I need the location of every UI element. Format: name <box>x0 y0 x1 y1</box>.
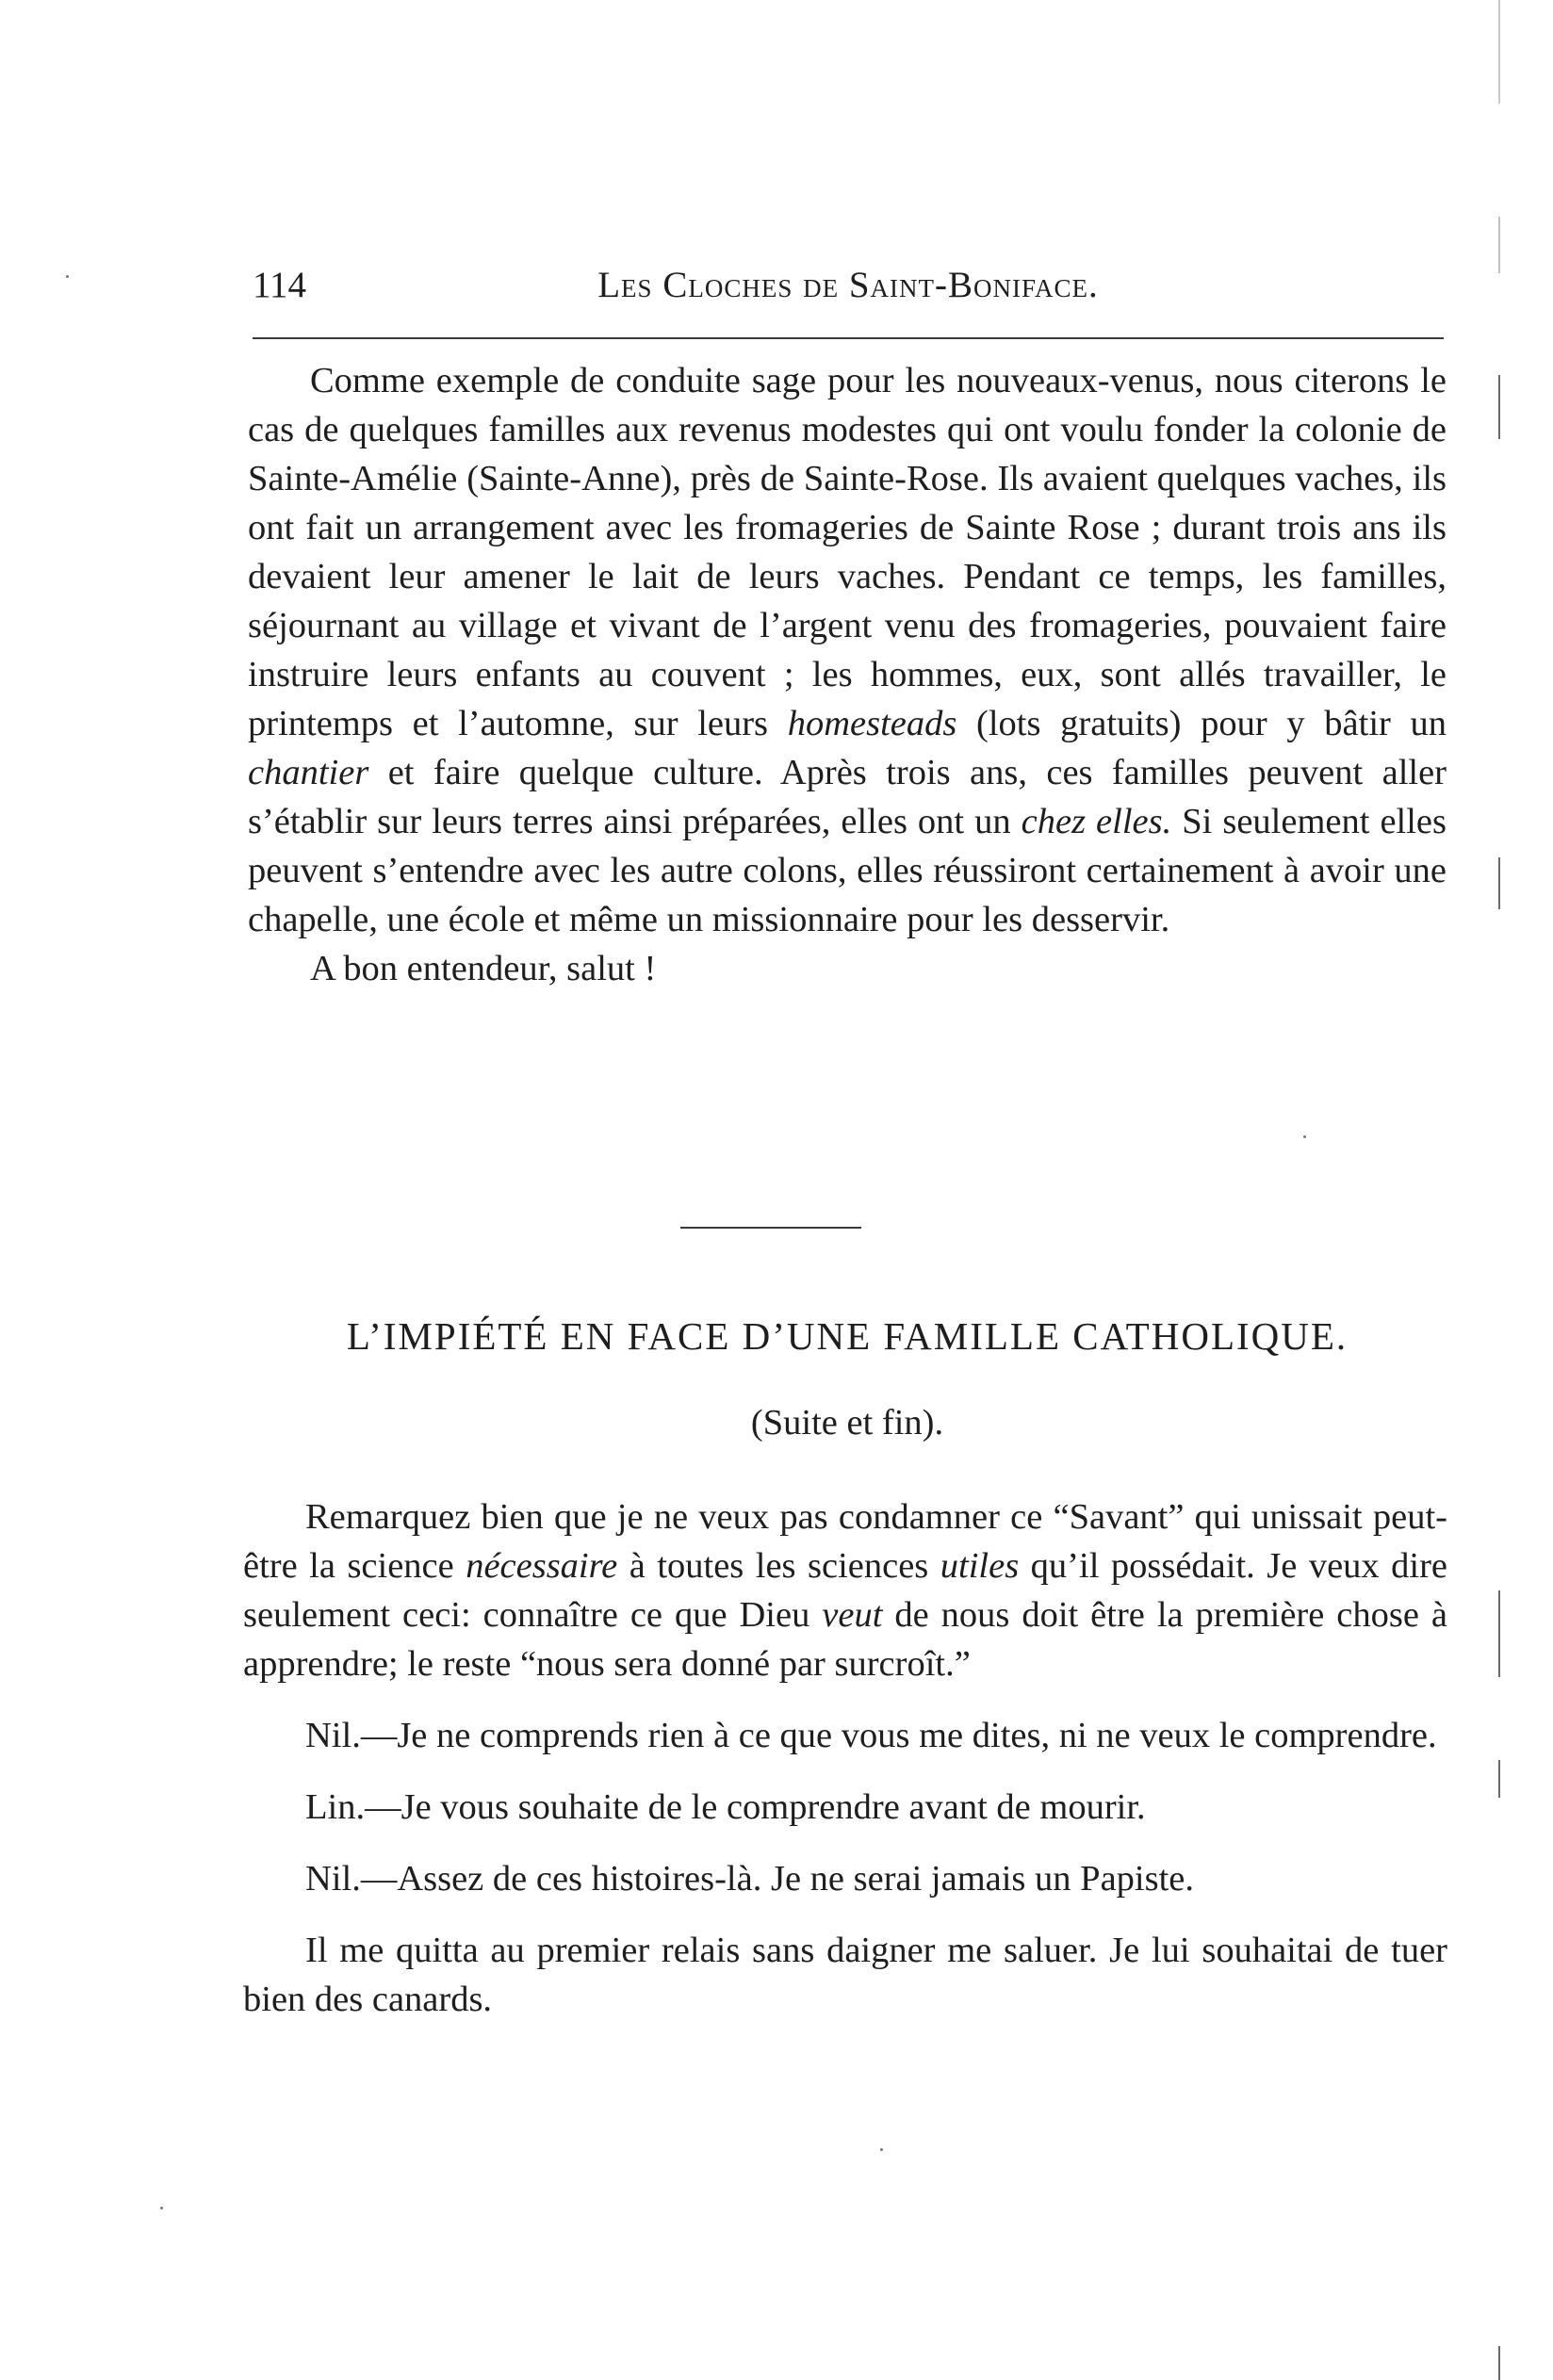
running-head <box>253 262 1444 309</box>
italic-term-utiles: utiles <box>940 1546 1020 1586</box>
section-subheading: (Suite et fin). <box>750 1403 944 1443</box>
text-run: Comme exemple de conduite sage pour les nouveaux-venus, nous citerons le cas de quelques familles aux revenus modestes qui ont voulu fonder la colonie de Sainte-Amélie (Sainte-Anne), près de Sainte-Rose. Ils avaient quelques vaches, ils ont fait un arrangement avec les fromageries de Sainte Rose ; durant trois ans ils devaient leur amener le lait de leurs vaches. Pendant ce temps, les familles, séjournant au village et vivant de l’argent venu des fromageries, pouvaient faire instruire leurs enfants au couvent ; les hommes, eux, sont allés travailler, le printemps et l’automne, sur leurs <box>248 361 1447 743</box>
margin-mark <box>1498 1590 1500 1677</box>
margin-mark <box>1498 375 1500 439</box>
text-run: de nous doit être la première chose à apprendre; le reste “nous sera donné par surcroît.” <box>243 1595 1447 1684</box>
section-heading: L’IMPIÉTÉ EN FACE D’UNE FAMILLE CATHOLIQUE. <box>346 1314 1349 1358</box>
margin-mark <box>1498 857 1500 909</box>
section-divider-rule <box>680 1227 861 1229</box>
margin-mark <box>1498 0 1500 104</box>
dialogue-nil-1: Nil.—Je ne comprends rien à ce que vous me dites, ni ne veux le comprendre. <box>305 1716 1437 1755</box>
margin-mark <box>1498 1760 1500 1798</box>
italic-term-veut: veut <box>822 1595 883 1635</box>
text-run: qu’il possédait. Je veux dire seulement ceci: connaître ce que Dieu <box>243 1546 1447 1635</box>
scan-speck <box>160 2207 163 2209</box>
text-run: (lots gratuits) pour y bâtir un <box>956 704 1447 743</box>
page-number: 114 <box>253 265 307 305</box>
margin-mark <box>1498 2346 1500 2380</box>
dialogue-lin: Lin.—Je vous souhaite de le comprendre avant de mourir. <box>305 1787 1146 1827</box>
article-1-body <box>248 356 1447 993</box>
italic-term-homesteads: homesteads <box>787 704 957 743</box>
italic-term-necessaire: nécessaire <box>466 1546 618 1586</box>
text-run: à toutes les sciences <box>617 1546 940 1586</box>
dialogue-nil-2: Nil.—Assez de ces histoires-là. Je ne serai jamais un Papiste. <box>305 1859 1195 1899</box>
italic-term-chantier: chantier <box>248 753 369 792</box>
scan-speck <box>66 275 69 278</box>
text-run: et faire quelque culture. Après trois ans, ces familles peuvent aller s’établir sur leurs terres ainsi préparées, elles ont un <box>248 753 1447 841</box>
text-run: Si seulement elles peuvent s’entendre avec les autre colons, elles réussiront certainement à avoir une chapelle, une école et même un missionnaire pour les desservir. <box>248 802 1447 939</box>
header-rule <box>253 337 1444 339</box>
scan-speck <box>880 2148 883 2151</box>
text-run: Remarquez bien que je ne veux pas condamner ce “Savant” qui unissait peut-être la science <box>243 1497 1447 1586</box>
italic-term-chez-elles: chez elles. <box>1021 802 1172 841</box>
article-1-paragraph-1 <box>248 356 1447 944</box>
article-2-body <box>243 1492 1447 2024</box>
closing-paragraph: Il me quitta au premier relais sans daigner me saluer. Je lui souhaitai de tuer bien des canards. <box>243 1931 1447 2019</box>
scan-speck <box>1303 1135 1306 1138</box>
article-2-paragraph-1 <box>243 1492 1447 1688</box>
article-1-paragraph-2: A bon entendeur, salut ! <box>310 949 657 988</box>
margin-mark <box>1498 217 1500 273</box>
running-title: Les Cloches de Saint-Boniface. <box>597 265 1099 305</box>
